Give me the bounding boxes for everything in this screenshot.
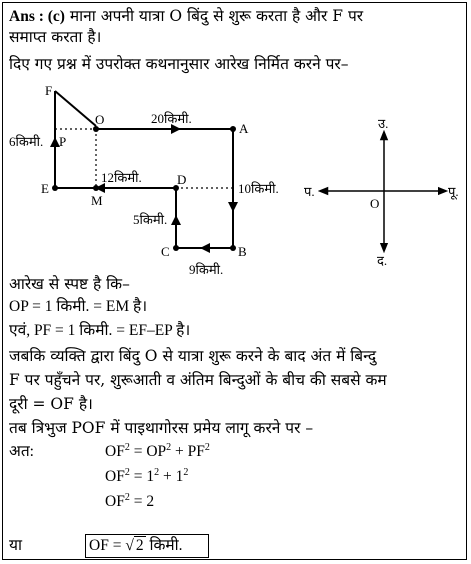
compass-east: पू.: [448, 184, 459, 199]
or-label: या: [9, 537, 23, 554]
answer-line-3: दिए गए प्रश्न में उपरोक्त कथनानुसार आरेख निर्मित करने पर–: [9, 55, 349, 73]
explanation-line-6: दूरी = OF है।: [9, 395, 93, 413]
explanation-line-7: तब त्रिभुज POF में पाइथागोरस प्रमेय लागू करने पर –: [9, 419, 314, 437]
distance-CD: 5किमी.: [133, 212, 168, 227]
explanation-line-3: एवं, PF = 1 किमी. = EF–EP है।: [9, 322, 191, 339]
segment-FO: [55, 91, 96, 126]
explanation-line-1: आरेख से स्पष्ट है कि–: [9, 275, 130, 293]
explanation-line-5: F पर पहुँचने पर, शुरूआती व अंतिम बिन्दुओं के बीच की सबसे कम: [9, 371, 387, 389]
label-C: C: [161, 244, 170, 259]
compass-center: O: [370, 196, 380, 211]
point-B-dot: [230, 245, 236, 251]
explanation-line-2: OP = 1 किमी. = EM है।: [9, 298, 148, 315]
answer-label: Ans : (c): [9, 8, 65, 25]
distance-EP: 6किमी.: [9, 134, 44, 149]
equation-2: $OF^2 = 1^2 + 1^2$: [105, 466, 189, 485]
sqrt-symbol: √: [125, 537, 134, 554]
distance-BC: 9किमी.: [189, 262, 224, 277]
route-diagram: [3, 79, 466, 279]
compass-west: प.: [304, 184, 315, 199]
label-B: B: [238, 244, 247, 259]
point-C-dot: [173, 245, 179, 251]
answer-line-1: Ans : (c) माना अपनी यात्रा O बिंदु से शुरू करता है और F पर: [9, 7, 364, 25]
explanation-line-4: जबकि व्यक्ति द्वारा बिंदु O से यात्रा शुरू करने के बाद अंत में बिन्दु: [9, 347, 377, 365]
distance-MD: 12किमी.: [101, 170, 142, 185]
arrow-CD: [171, 215, 181, 225]
answer-line-2: समाप्त करता है।: [9, 28, 102, 46]
compass-south: द.: [377, 253, 388, 268]
distance-OA: 20किमी.: [151, 111, 192, 126]
equation-1: $OF^2 = OP^2 + PF^2$: [105, 441, 210, 460]
distance-AB: 10किमी.: [238, 181, 279, 196]
final-answer: OF = √ 2 किमी.: [89, 537, 183, 554]
label-E: E: [41, 181, 49, 196]
compass-north: उ.: [378, 116, 389, 131]
answer-card: [2, 2, 467, 560]
label-F: F: [45, 83, 53, 98]
label-D: D: [177, 172, 187, 187]
equation-3: $OF^2 = 2$: [105, 491, 155, 510]
label-O: O: [95, 112, 105, 127]
point-E-dot: [52, 185, 58, 191]
point-A-dot: [230, 126, 236, 132]
label-M: M: [91, 193, 103, 208]
arrow-AB: [228, 202, 238, 212]
label-A: A: [239, 121, 249, 136]
label-P: P: [59, 134, 67, 149]
therefore-label: अत:: [9, 443, 34, 460]
point-M-dot: [93, 185, 99, 191]
arrow-BC: [200, 243, 210, 253]
